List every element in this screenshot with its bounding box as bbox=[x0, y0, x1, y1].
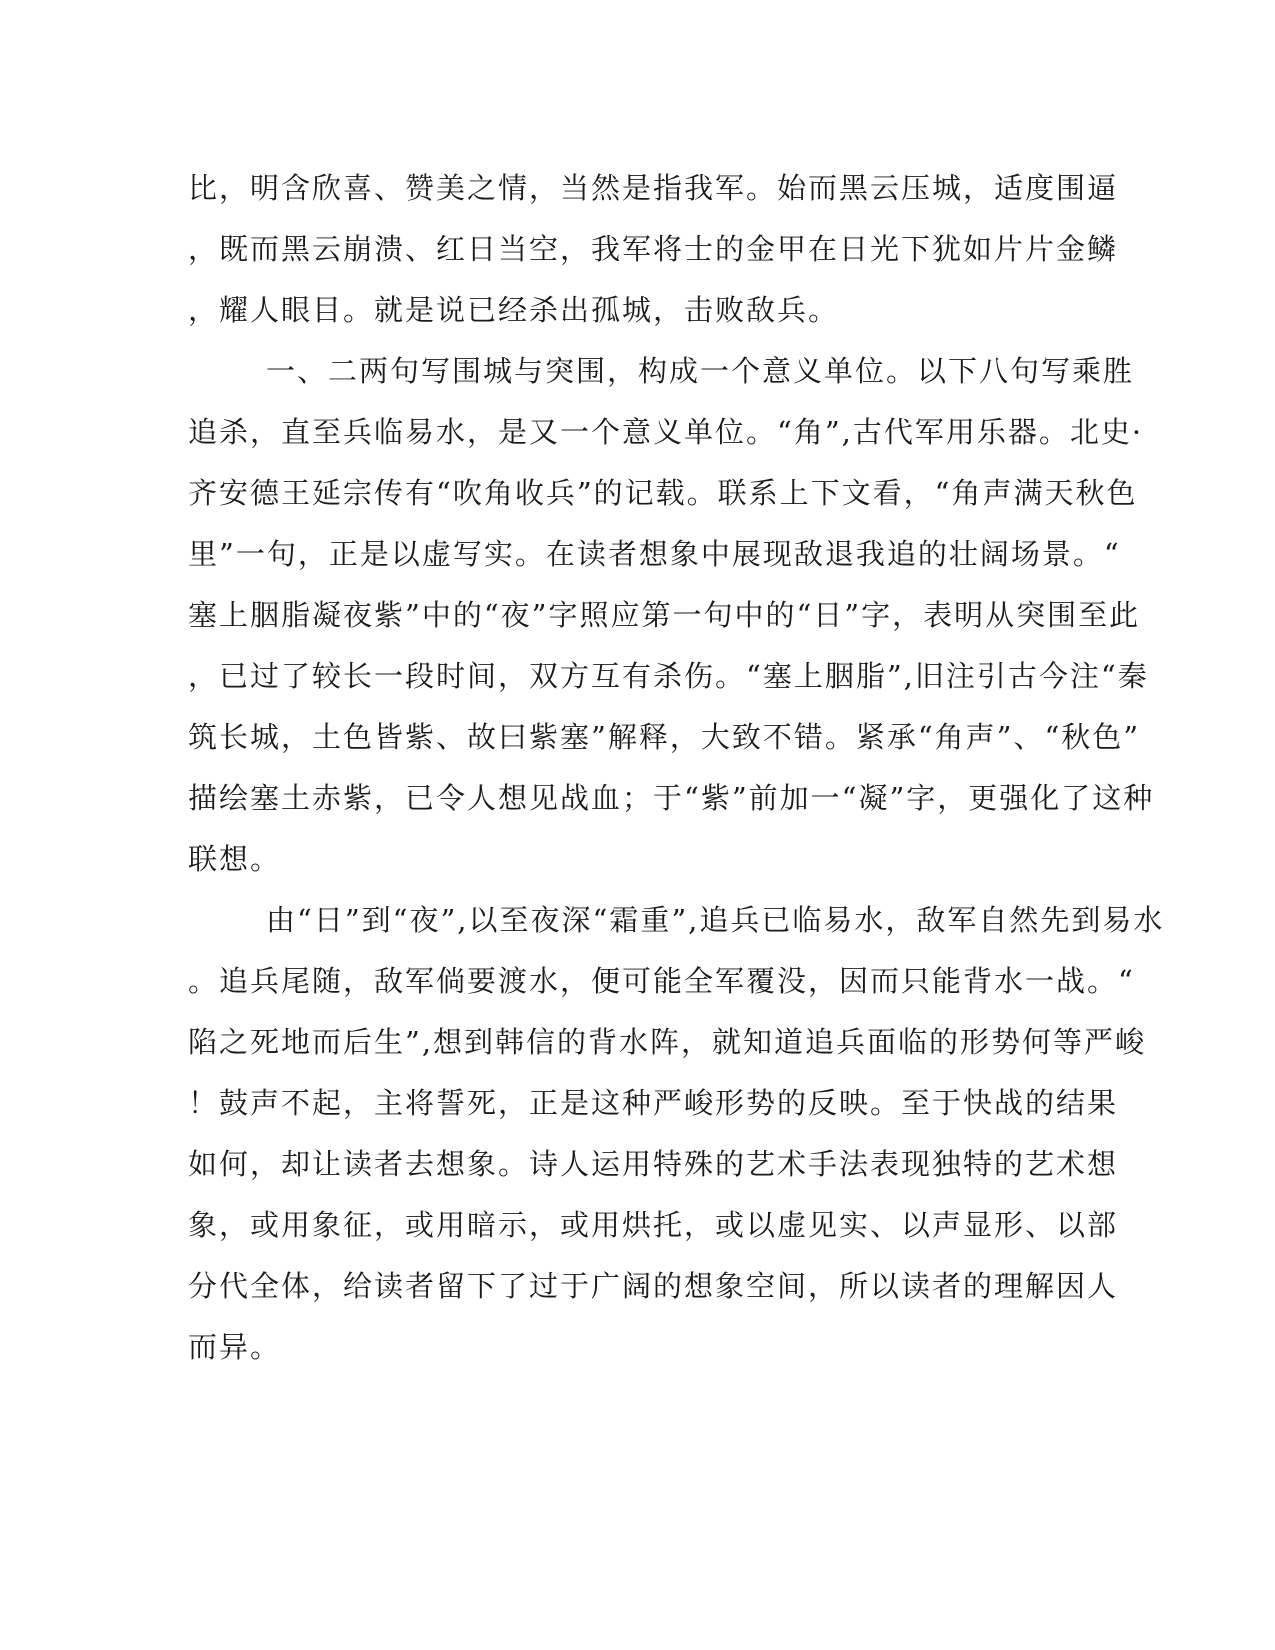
paragraph-line: 由“日”到“夜”,以至夜深“霜重”,追兵已临易水，敌军自然先到易水 bbox=[266, 903, 1165, 937]
paragraph-line: ，已过了较长一段时间，双方互有杀伤。“塞上胭脂”,旧注引古今注“秦 bbox=[188, 659, 1149, 693]
paragraph-line: 分代全体，给读者留下了过于广阔的想象空间，所以读者的理解因人 bbox=[188, 1269, 1119, 1303]
paragraph-line: 如何，却让读者去想象。诗人运用特殊的艺术手法表现独特的艺术想 bbox=[188, 1147, 1119, 1181]
paragraph-line: 描绘塞土赤紫，已令人想见战血；于“紫”前加一“凝”字，更强化了这种 bbox=[188, 781, 1155, 815]
paragraph-line: 联想。 bbox=[188, 842, 282, 876]
paragraph-1 bbox=[188, 158, 1119, 341]
paragraph-line: 。追兵尾随，敌军倘要渡水，便可能全军覆没，因而只能背水一战。“ bbox=[188, 964, 1135, 998]
paragraph-3 bbox=[188, 890, 1165, 1378]
paragraph-line: 追杀，直至兵临易水，是又一个意义单位。“角”,古代军用乐器。北史· bbox=[188, 415, 1144, 449]
paragraph-line: 陷之死地而后生”,想到韩信的背水阵，就知道追兵面临的形势何等严峻 bbox=[188, 1025, 1147, 1059]
paragraph-line: 塞上胭脂凝夜紫”中的“夜”字照应第一句中的“日”字，表明从突围至此 bbox=[188, 598, 1141, 632]
paragraph-line: 筑长城，土色皆紫、故曰紫塞”解释，大致不错。紧承“角声”、“秋色” bbox=[188, 720, 1141, 754]
paragraph-2 bbox=[188, 341, 1155, 890]
paragraph-line: 一、二两句写围城与突围，构成一个意义单位。以下八句写乘胜 bbox=[266, 354, 1135, 388]
document-body bbox=[188, 158, 1165, 1378]
paragraph-line: 里”一句，正是以虚写实。在读者想象中展现敌退我追的壮阔场景。“ bbox=[188, 537, 1121, 571]
paragraph-line: ，耀人眼目。就是说已经杀出孤城，击败敌兵。 bbox=[188, 293, 840, 327]
paragraph-line: 齐安德王延宗传有“吹角收兵”的记载。联系上下文看，“角声满天秋色 bbox=[188, 476, 1138, 510]
paragraph-line: 象，或用象征，或用暗示，或用烘托，或以虚见实、以声显形、以部 bbox=[188, 1208, 1119, 1242]
paragraph-line: 比，明含欣喜、赞美之情，当然是指我军。始而黑云压城，适度围逼 bbox=[188, 171, 1119, 205]
paragraph-line: 而异。 bbox=[188, 1330, 282, 1364]
paragraph-line: ，既而黑云崩溃、红日当空，我军将士的金甲在日光下犹如片片金鳞 bbox=[188, 232, 1119, 266]
paragraph-line: ！鼓声不起，主将誓死，正是这种严峻形势的反映。至于快战的结果 bbox=[188, 1086, 1119, 1120]
